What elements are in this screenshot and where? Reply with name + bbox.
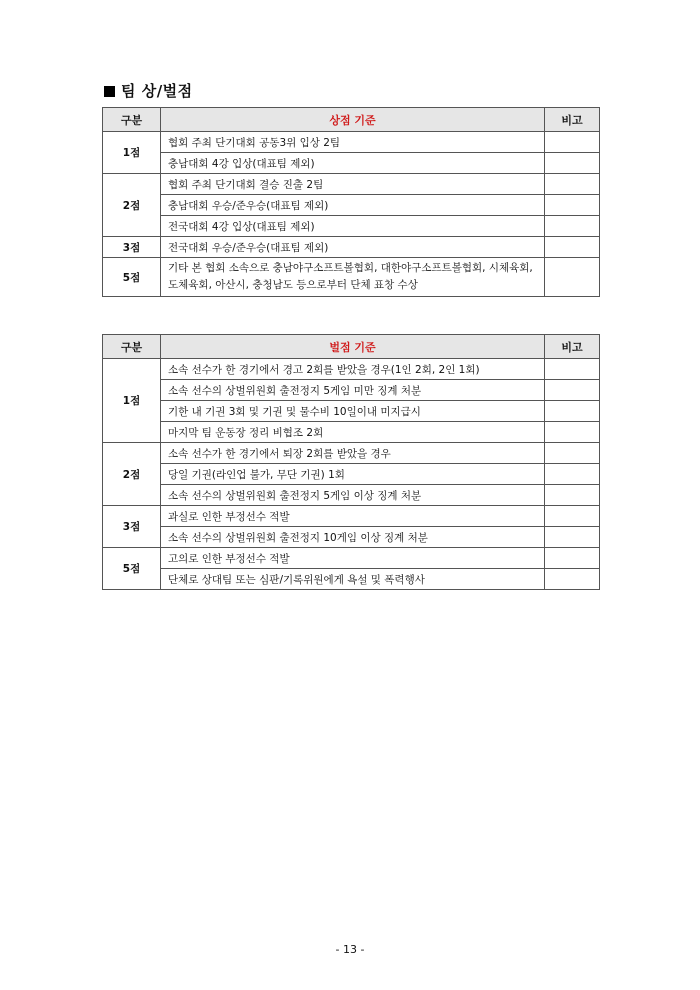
section-heading — [104, 80, 193, 101]
remarks-cell — [545, 464, 600, 485]
table-row — [103, 174, 600, 195]
category-cell: 1점 — [103, 132, 161, 174]
criteria-cell: 충남대회 우승/준우승(대표팀 제외) — [161, 195, 545, 216]
table-header-row — [103, 335, 600, 359]
remarks-cell — [545, 401, 600, 422]
criteria-cell: 기타 본 협회 소속으로 충남야구소프트볼협회, 대한야구소프트볼협회, 시체육회, 도체육회, 아산시, 충청남도 등으로부터 단체 표창 수상 — [161, 258, 545, 297]
table-row — [103, 527, 600, 548]
criteria-cell: 소속 선수가 한 경기에서 경고 2회를 받았을 경우(1인 2회, 2인 1회) — [161, 359, 545, 380]
remarks-cell — [545, 216, 600, 237]
remarks-cell — [545, 443, 600, 464]
category-cell: 3점 — [103, 506, 161, 548]
category-cell: 2점 — [103, 443, 161, 506]
remarks-cell — [545, 569, 600, 590]
criteria-cell: 마지막 팀 운동장 정리 비협조 2회 — [161, 422, 545, 443]
category-cell: 1점 — [103, 359, 161, 443]
header-category: 구분 — [103, 335, 161, 359]
remarks-cell — [545, 506, 600, 527]
remarks-cell — [545, 359, 600, 380]
table-row — [103, 422, 600, 443]
table-row — [103, 359, 600, 380]
remarks-cell — [545, 380, 600, 401]
criteria-cell: 협회 주최 단기대회 공동3위 입상 2팀 — [161, 132, 545, 153]
table-row — [103, 258, 600, 297]
table-row — [103, 443, 600, 464]
penalty-points-table — [102, 334, 600, 590]
table-row — [103, 380, 600, 401]
section-title: 팀 상/벌점 — [121, 82, 193, 100]
header-criteria: 상점 기준 — [161, 108, 545, 132]
header-criteria: 벌점 기준 — [161, 335, 545, 359]
table-row — [103, 132, 600, 153]
table-row — [103, 401, 600, 422]
table-row — [103, 485, 600, 506]
table-row — [103, 464, 600, 485]
criteria-cell: 충남대회 4강 입상(대표팀 제외) — [161, 153, 545, 174]
remarks-cell — [545, 548, 600, 569]
criteria-cell: 소속 선수의 상벌위원회 출전정지 5게임 이상 징계 처분 — [161, 485, 545, 506]
table-row — [103, 153, 600, 174]
header-remarks: 비고 — [545, 335, 600, 359]
category-cell: 5점 — [103, 258, 161, 297]
table-row — [103, 506, 600, 527]
criteria-cell: 고의로 인한 부정선수 적발 — [161, 548, 545, 569]
remarks-cell — [545, 422, 600, 443]
remarks-cell — [545, 237, 600, 258]
remarks-cell — [545, 174, 600, 195]
table-row — [103, 569, 600, 590]
remarks-cell — [545, 258, 600, 297]
criteria-cell: 과실로 인한 부정선수 적발 — [161, 506, 545, 527]
header-remarks: 비고 — [545, 108, 600, 132]
category-cell: 3점 — [103, 237, 161, 258]
bonus-points-table — [102, 107, 600, 297]
category-cell: 5점 — [103, 548, 161, 590]
page-number: - 13 - — [335, 943, 365, 956]
remarks-cell — [545, 485, 600, 506]
criteria-cell: 기한 내 기권 3회 및 기권 및 물수비 10일이내 미지급시 — [161, 401, 545, 422]
criteria-cell: 협회 주최 단기대회 결승 진출 2팀 — [161, 174, 545, 195]
table-header-row — [103, 108, 600, 132]
criteria-cell: 소속 선수의 상벌위원회 출전정지 5게임 미만 징계 처분 — [161, 380, 545, 401]
square-bullet-icon — [104, 86, 115, 97]
table-row — [103, 548, 600, 569]
category-cell: 2점 — [103, 174, 161, 237]
criteria-cell: 단체로 상대팀 또는 심판/기록위원에게 욕설 및 폭력행사 — [161, 569, 545, 590]
remarks-cell — [545, 132, 600, 153]
remarks-cell — [545, 153, 600, 174]
remarks-cell — [545, 195, 600, 216]
criteria-cell: 소속 선수의 상벌위원회 출전정지 10게임 이상 징계 처분 — [161, 527, 545, 548]
criteria-cell: 전국대회 우승/준우승(대표팀 제외) — [161, 237, 545, 258]
criteria-cell: 소속 선수가 한 경기에서 퇴장 2회를 받았을 경우 — [161, 443, 545, 464]
table-row — [103, 195, 600, 216]
criteria-cell: 당일 기권(라인업 불가, 무단 기권) 1회 — [161, 464, 545, 485]
table-row — [103, 216, 600, 237]
criteria-cell: 전국대회 4강 입상(대표팀 제외) — [161, 216, 545, 237]
header-category: 구분 — [103, 108, 161, 132]
remarks-cell — [545, 527, 600, 548]
table-row — [103, 237, 600, 258]
